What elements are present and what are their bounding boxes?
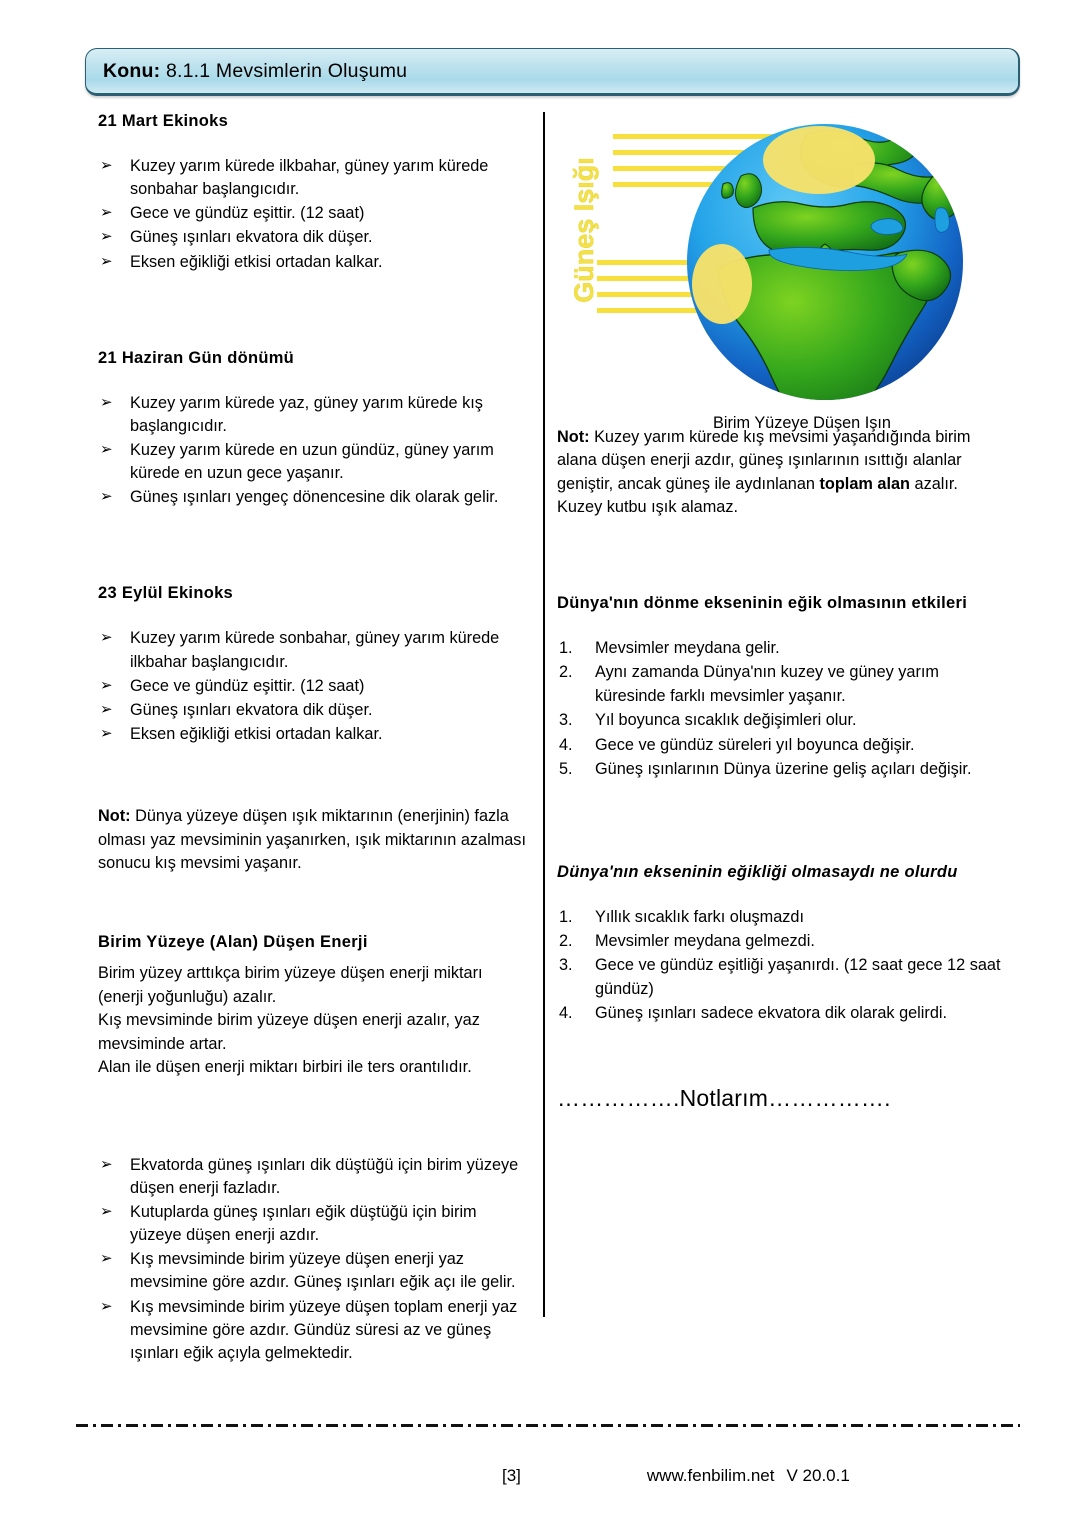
list-item xyxy=(557,954,1007,1001)
right-column xyxy=(557,112,1007,1112)
list-item xyxy=(98,439,530,485)
list-item-text: Mevsimler meydana gelir. xyxy=(595,638,780,657)
arrow-bullet-icon: ➢ xyxy=(100,204,113,222)
list-egiklik-olmasaydi xyxy=(557,906,1007,1026)
list-item xyxy=(98,699,530,722)
arrow-bullet-icon: ➢ xyxy=(100,1297,113,1315)
note-block-left xyxy=(98,805,530,875)
list-item xyxy=(98,1296,530,1365)
list-number: 2. xyxy=(559,931,573,950)
energy-paragraph: Birim yüzey arttıkça birim yüzeye düşen enerji miktarı (enerji yoğunluğu) azalır. xyxy=(98,964,483,1006)
list-number: 2. xyxy=(559,663,573,682)
list-number: 3. xyxy=(559,956,573,975)
page-number: [3] xyxy=(502,1466,521,1485)
spacer xyxy=(557,783,1007,863)
arrow-bullet-icon: ➢ xyxy=(100,440,113,458)
topic-label: Konu: xyxy=(103,59,161,82)
spacer xyxy=(557,520,1007,594)
figure-caption: Birim Yüzeye Düşen Işın xyxy=(713,414,891,432)
spacer xyxy=(98,875,530,933)
spacer xyxy=(98,1080,530,1154)
list-item xyxy=(98,251,530,274)
list-item-text: Güneş ışınları ekvatora dik düşer. xyxy=(130,228,373,247)
list-item-text: Yıl boyunca sıcaklık değişimleri olur. xyxy=(595,711,857,730)
list-item xyxy=(557,930,1007,953)
list-eksen-etkileri xyxy=(557,637,1007,782)
spacer xyxy=(98,378,530,392)
earth-illustration xyxy=(557,112,1007,432)
list-item-text: Güneş ışınları yengeç dönencesine dik olarak gelir. xyxy=(130,488,499,507)
list-number: 5. xyxy=(559,760,573,779)
version-label: V 20.0.1 xyxy=(786,1466,850,1485)
section-title-eksen-etkileri: Dünya'nın dönme ekseninin eğik olmasının etkileri xyxy=(557,593,968,612)
list-item xyxy=(98,202,530,225)
list-item xyxy=(557,661,1007,708)
list-item xyxy=(98,155,530,201)
list-number: 4. xyxy=(559,1004,573,1023)
list-21-mart xyxy=(98,155,530,274)
topic-header-bar xyxy=(85,48,1020,96)
list-item xyxy=(98,486,530,509)
arrow-bullet-icon: ➢ xyxy=(100,1250,113,1268)
section-title-23-eylul: 23 Eylül Ekinoks xyxy=(98,584,234,603)
list-number: 1. xyxy=(559,907,573,926)
spacer xyxy=(557,623,1007,637)
arrow-bullet-icon: ➢ xyxy=(100,393,113,411)
list-item xyxy=(98,1248,530,1294)
sun-light-label: Güneş Işığı xyxy=(569,157,599,303)
site-url: www.fenbilim.net xyxy=(646,1466,775,1485)
arrow-bullet-icon: ➢ xyxy=(100,724,113,742)
list-item-text: Güneş ışınları ekvatora dik düşer. xyxy=(130,700,373,719)
topic-text xyxy=(103,60,407,83)
list-item xyxy=(557,906,1007,929)
list-item xyxy=(557,709,1007,732)
note-text-part2: azalır. Kuzey kutbu ışık alamaz. xyxy=(557,474,958,517)
left-column xyxy=(98,112,530,1366)
section-title-21-mart: 21 Mart Ekinoks xyxy=(98,112,229,130)
list-item xyxy=(557,734,1007,757)
list-number: 3. xyxy=(559,711,573,730)
list-item-text: Kuzey yarım kürede yaz, güney yarım kürede kış başlangıcıdır. xyxy=(130,393,483,435)
spacer xyxy=(98,510,530,584)
list-item-text: Gece ve gündüz eşitliği yaşanırdı. (12 saat gece 12 saat gündüz) xyxy=(595,956,1001,998)
list-item xyxy=(98,675,530,698)
list-item-text: Gece ve gündüz süreleri yıl boyunca değişir. xyxy=(595,735,915,754)
list-item-text: Kış mevsiminde birim yüzeye düşen toplam enerji yaz mevsimine göre azdır. Gündüz süresi az ve güneş ışınları eğik açıyla gelmektedir. xyxy=(130,1297,518,1362)
arrow-bullet-icon: ➢ xyxy=(100,676,113,694)
arrow-bullet-icon: ➢ xyxy=(100,629,113,647)
list-item xyxy=(557,1002,1007,1025)
list-item-text: Kuzey yarım kürede sonbahar, güney yarım kürede ilkbahar başlangıcıdır. xyxy=(130,629,500,671)
note-label: Not: xyxy=(98,807,131,826)
section-title-egiklik-olmasaydi: Dünya'nın ekseninin eğikliği olmasaydı ne olurdu xyxy=(557,862,958,881)
list-item xyxy=(98,1201,530,1247)
list-item-text: Güneş ışınları sadece ekvatora dik olarak gelirdi. xyxy=(595,1004,948,1023)
spacer xyxy=(98,141,530,155)
spacer xyxy=(98,747,530,805)
list-item xyxy=(557,637,1007,660)
list-item-text: Kuzey yarım kürede ilkbahar, güney yarım kürede sonbahar başlangıcıdır. xyxy=(130,157,489,199)
note-text-bold: toplam alan xyxy=(819,474,910,493)
arrow-bullet-icon: ➢ xyxy=(100,700,113,718)
section-title-21-haziran: 21 Haziran Gün dönümü xyxy=(98,348,295,367)
sunlight-spot-lower xyxy=(692,244,752,324)
list-item xyxy=(98,226,530,249)
list-item xyxy=(98,392,530,438)
topic-value: 8.1.1 Mevsimlerin Oluşumu xyxy=(165,59,408,82)
list-number: 4. xyxy=(559,735,573,754)
energy-paragraph: Kış mevsiminde birim yüzeye düşen enerji azalır, yaz mevsiminde artar. xyxy=(98,1011,480,1053)
note-block-right xyxy=(557,426,1007,520)
spacer xyxy=(557,1027,1007,1085)
list-item-text: Gece ve gündüz eşittir. (12 saat) xyxy=(130,676,365,695)
list-21-haziran xyxy=(98,392,530,510)
column-divider xyxy=(543,112,545,1317)
note-text-part1: Kuzey yarım kürede kış mevsimi yaşandığında birim alana düşen enerji azdır, güneş ışınlarının ısıttığı alanlar geniştir, ancak güneş ile aydınlanan xyxy=(557,428,971,493)
footer-divider xyxy=(76,1424,1020,1427)
list-item-text: Güneş ışınlarının Dünya üzerine geliş açıları değişir. xyxy=(595,760,972,779)
note-text: Dünya yüzeye düşen ışık miktarının (enerjinin) fazla olması yaz mevsiminin yaşanırken, ışık miktarının azalması sonucu kış mevsimi yaşanır. xyxy=(98,807,526,873)
list-item-text: Mevsimler meydana gelmezdi. xyxy=(595,931,815,950)
arrow-bullet-icon: ➢ xyxy=(100,488,113,506)
my-notes-heading: …………….Notlarım……………. xyxy=(557,1084,891,1111)
spacer xyxy=(98,275,530,349)
list-item-text: Kutuplarda güneş ışınları eğik düştüğü için birim yüzeye düşen enerji azdır. xyxy=(130,1203,477,1245)
list-item-text: Yıllık sıcaklık farkı oluşmazdı xyxy=(595,907,805,926)
note-label: Not: xyxy=(557,428,590,446)
list-item-text: Gece ve gündüz eşittir. (12 saat) xyxy=(130,204,365,223)
arrow-bullet-icon: ➢ xyxy=(100,252,113,270)
spacer xyxy=(98,613,530,627)
list-item-text: Ekvatorda güneş ışınları dik düştüğü için birim yüzeye düşen enerji fazladır. xyxy=(130,1155,519,1197)
list-final-left xyxy=(98,1154,530,1365)
arrow-bullet-icon: ➢ xyxy=(100,1155,113,1173)
list-item xyxy=(98,723,530,746)
arrow-bullet-icon: ➢ xyxy=(100,1203,113,1221)
arrow-bullet-icon: ➢ xyxy=(100,157,113,174)
arrow-bullet-icon: ➢ xyxy=(100,228,113,246)
list-23-eylul xyxy=(98,627,530,746)
list-item-text: Kış mevsiminde birim yüzeye düşen enerji yaz mevsimine göre azdır. Güneş ışınları eğik açı ile gelir. xyxy=(130,1250,516,1292)
spacer xyxy=(557,892,1007,906)
list-item xyxy=(557,758,1007,781)
list-item xyxy=(98,627,530,673)
list-item-text: Eksen eğikliği etkisi ortadan kalkar. xyxy=(130,252,383,271)
sunlight-spot-upper xyxy=(763,126,875,194)
list-item-text: Kuzey yarım kürede en uzun gündüz, güney yarım kürede en uzun gece yaşanır. xyxy=(130,440,494,483)
list-item-text: Eksen eğikliği etkisi ortadan kalkar. xyxy=(130,724,383,743)
list-number: 1. xyxy=(559,638,573,657)
list-item-text: Aynı zamanda Dünya'nın kuzey ve güney yarım küresinde farklı mevsimler yaşanır. xyxy=(595,663,939,705)
footer xyxy=(76,1466,1020,1486)
section-title-birim-yuzeye-enerji: Birim Yüzeye (Alan) Düşen Enerji xyxy=(98,933,368,952)
energy-paragraph: Alan ile düşen enerji miktarı birbiri ile ters orantılıdır. xyxy=(98,1058,472,1077)
list-item xyxy=(98,1154,530,1200)
